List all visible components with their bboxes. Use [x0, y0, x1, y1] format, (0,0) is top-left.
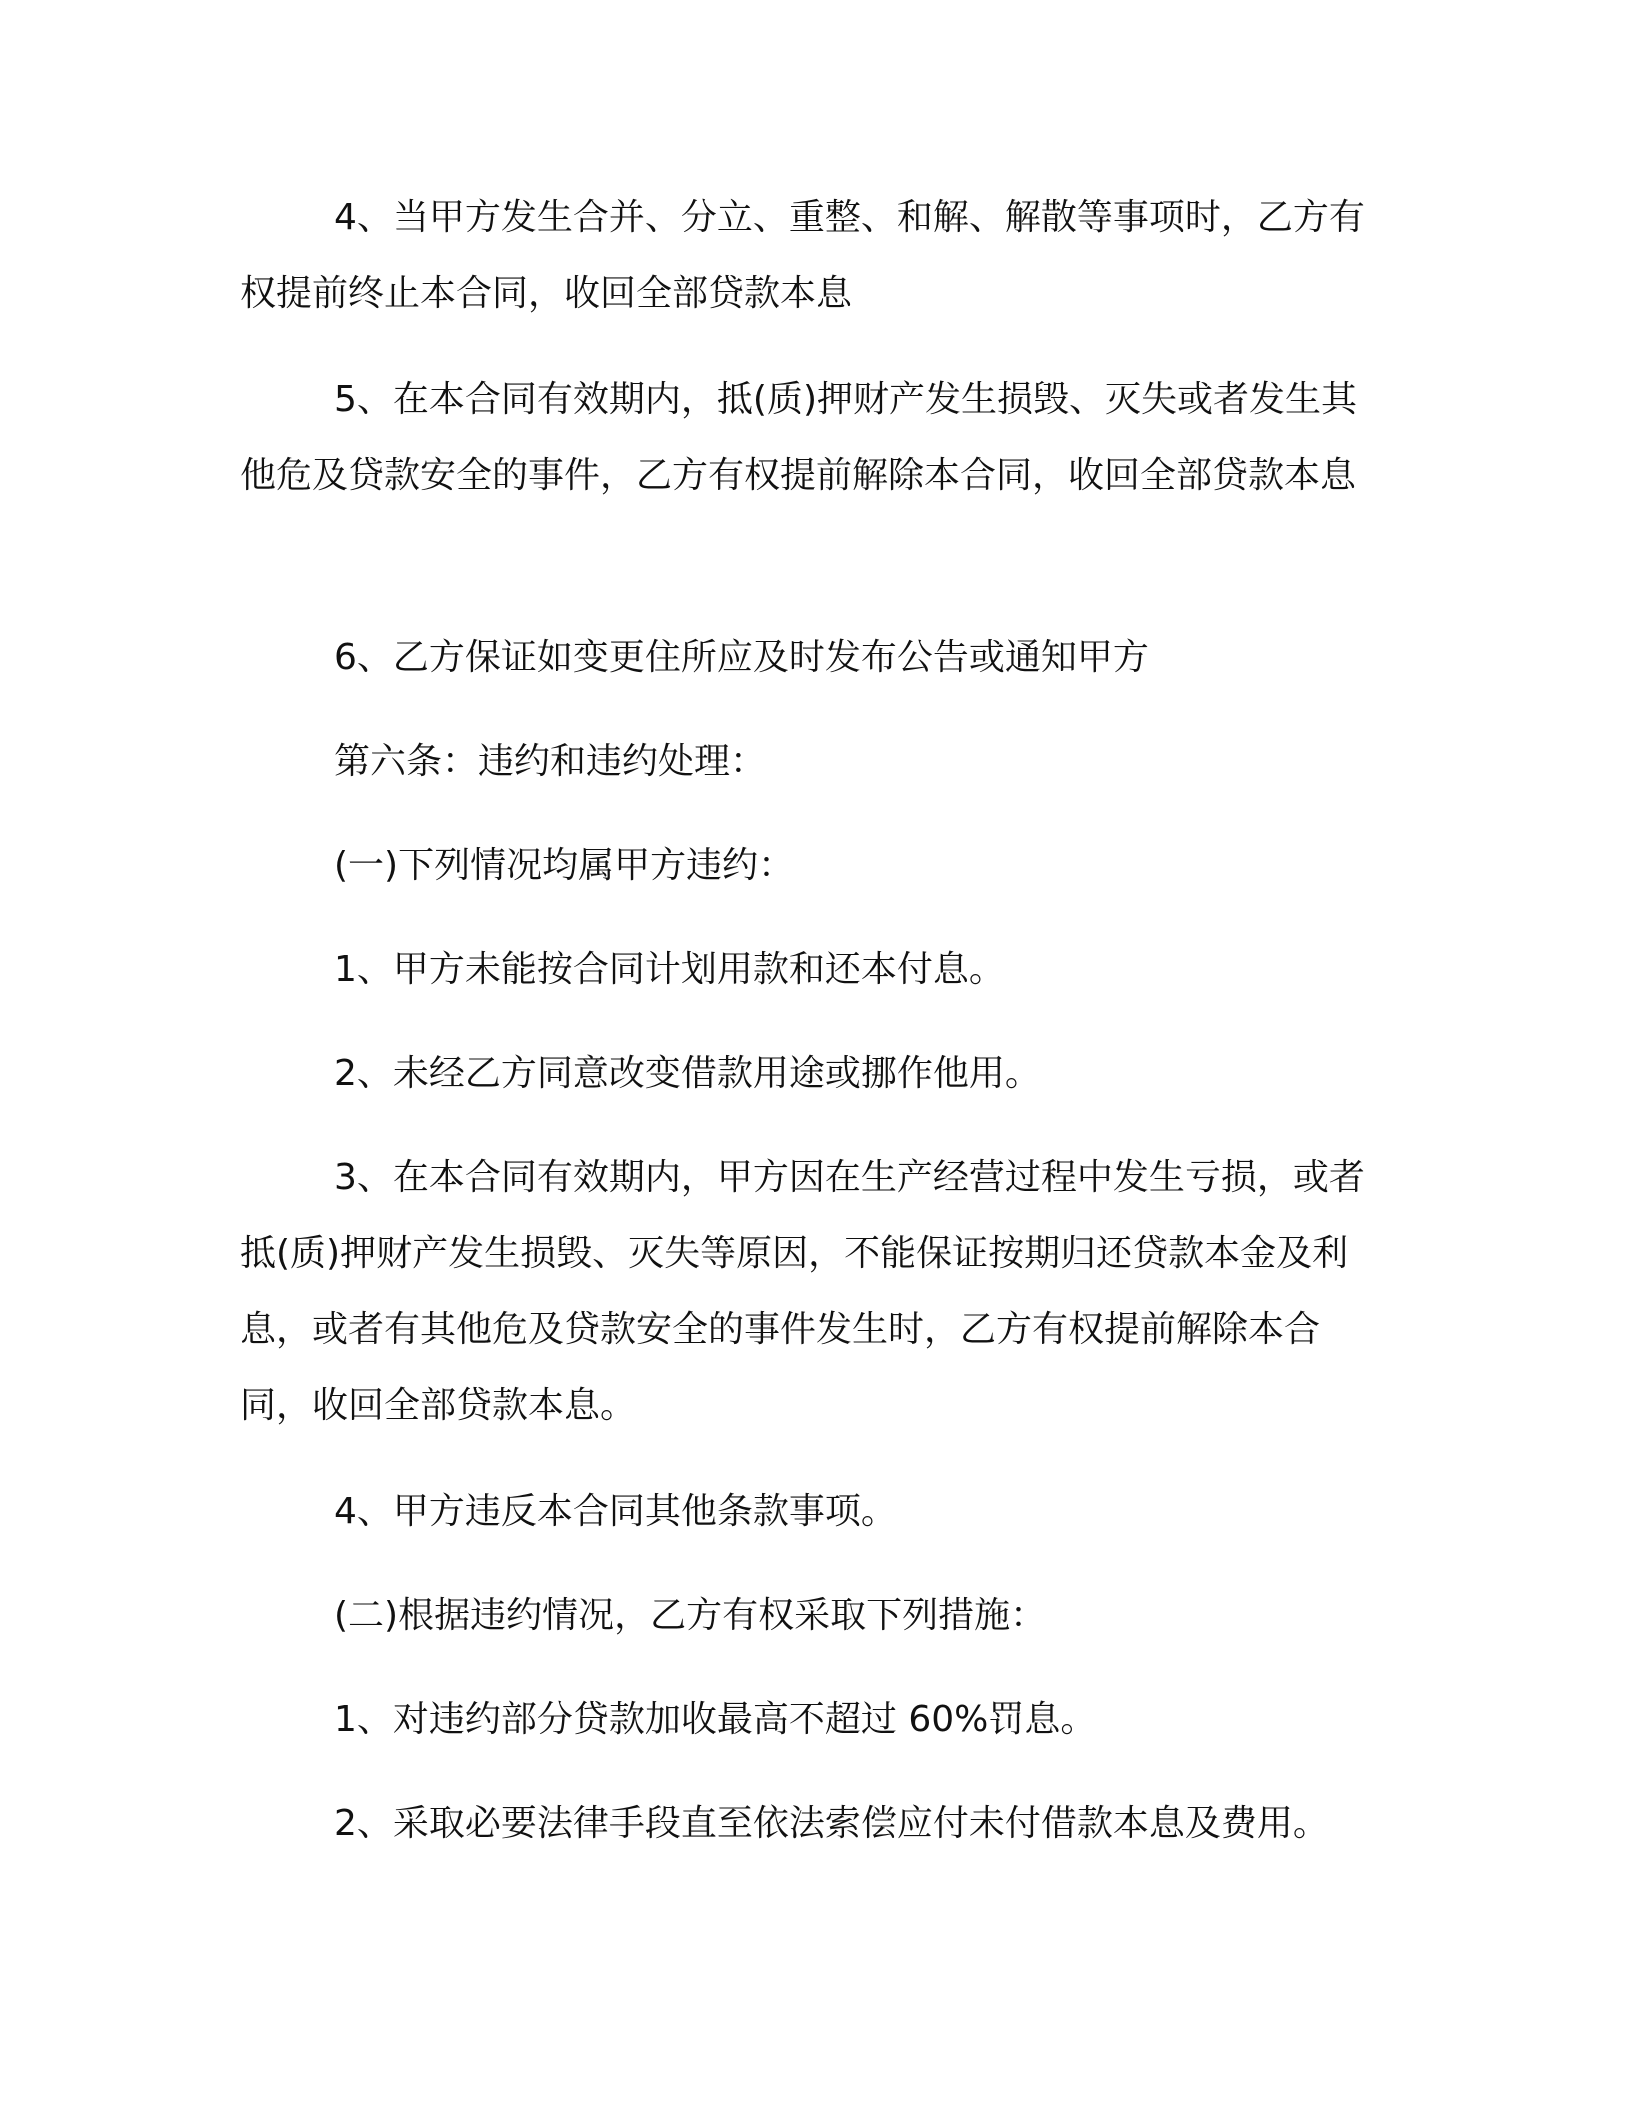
- violation-item-1: 1、甲方未能按合同计划用款和还本付息。: [334, 949, 1005, 990]
- measure-item-1: 1、对违约部分贷款加收最高不超过 60%罚息。: [334, 1699, 1097, 1740]
- violation-item-3: 3、在本合同有效期内，甲方因在生产经营过程中发生亏损，或者抵(质)押财产发生损毁、灭失等原因，不能保证按期归还贷款本金及利息，或者有其他危及贷款安全的事件发生时，乙方有权提前解除本合同，收回全部贷款本息。: [240, 1157, 1365, 1426]
- measure-item-2: 2、采取必要法律手段直至依法索偿应付未付借款本息及费用。: [334, 1803, 1329, 1844]
- paragraph-clause-6-address-change: 6、乙方保证如变更住所应及时发布公告或通知甲方: [334, 637, 1149, 678]
- section-1-heading: (一)下列情况均属甲方违约：: [334, 845, 795, 886]
- violation-item-2: 2、未经乙方同意改变借款用途或挪作他用。: [334, 1053, 1041, 1094]
- article-6-heading: 第六条：违约和违约处理：: [334, 741, 767, 782]
- violation-item-4: 4、甲方违反本合同其他条款事项。: [334, 1491, 897, 1532]
- section-2-heading: (二)根据违约情况，乙方有权采取下列措施：: [334, 1595, 1047, 1636]
- paragraph-clause-4-termination: 4、当甲方发生合并、分立、重整、和解、解散等事项时，乙方有权提前终止本合同，收回全部贷款本息: [240, 197, 1365, 314]
- paragraph-clause-5-collateral: 5、在本合同有效期内，抵(质)押财产发生损毁、灭失或者发生其他危及贷款安全的事件，乙方有权提前解除本合同，收回全部贷款本息: [240, 379, 1357, 496]
